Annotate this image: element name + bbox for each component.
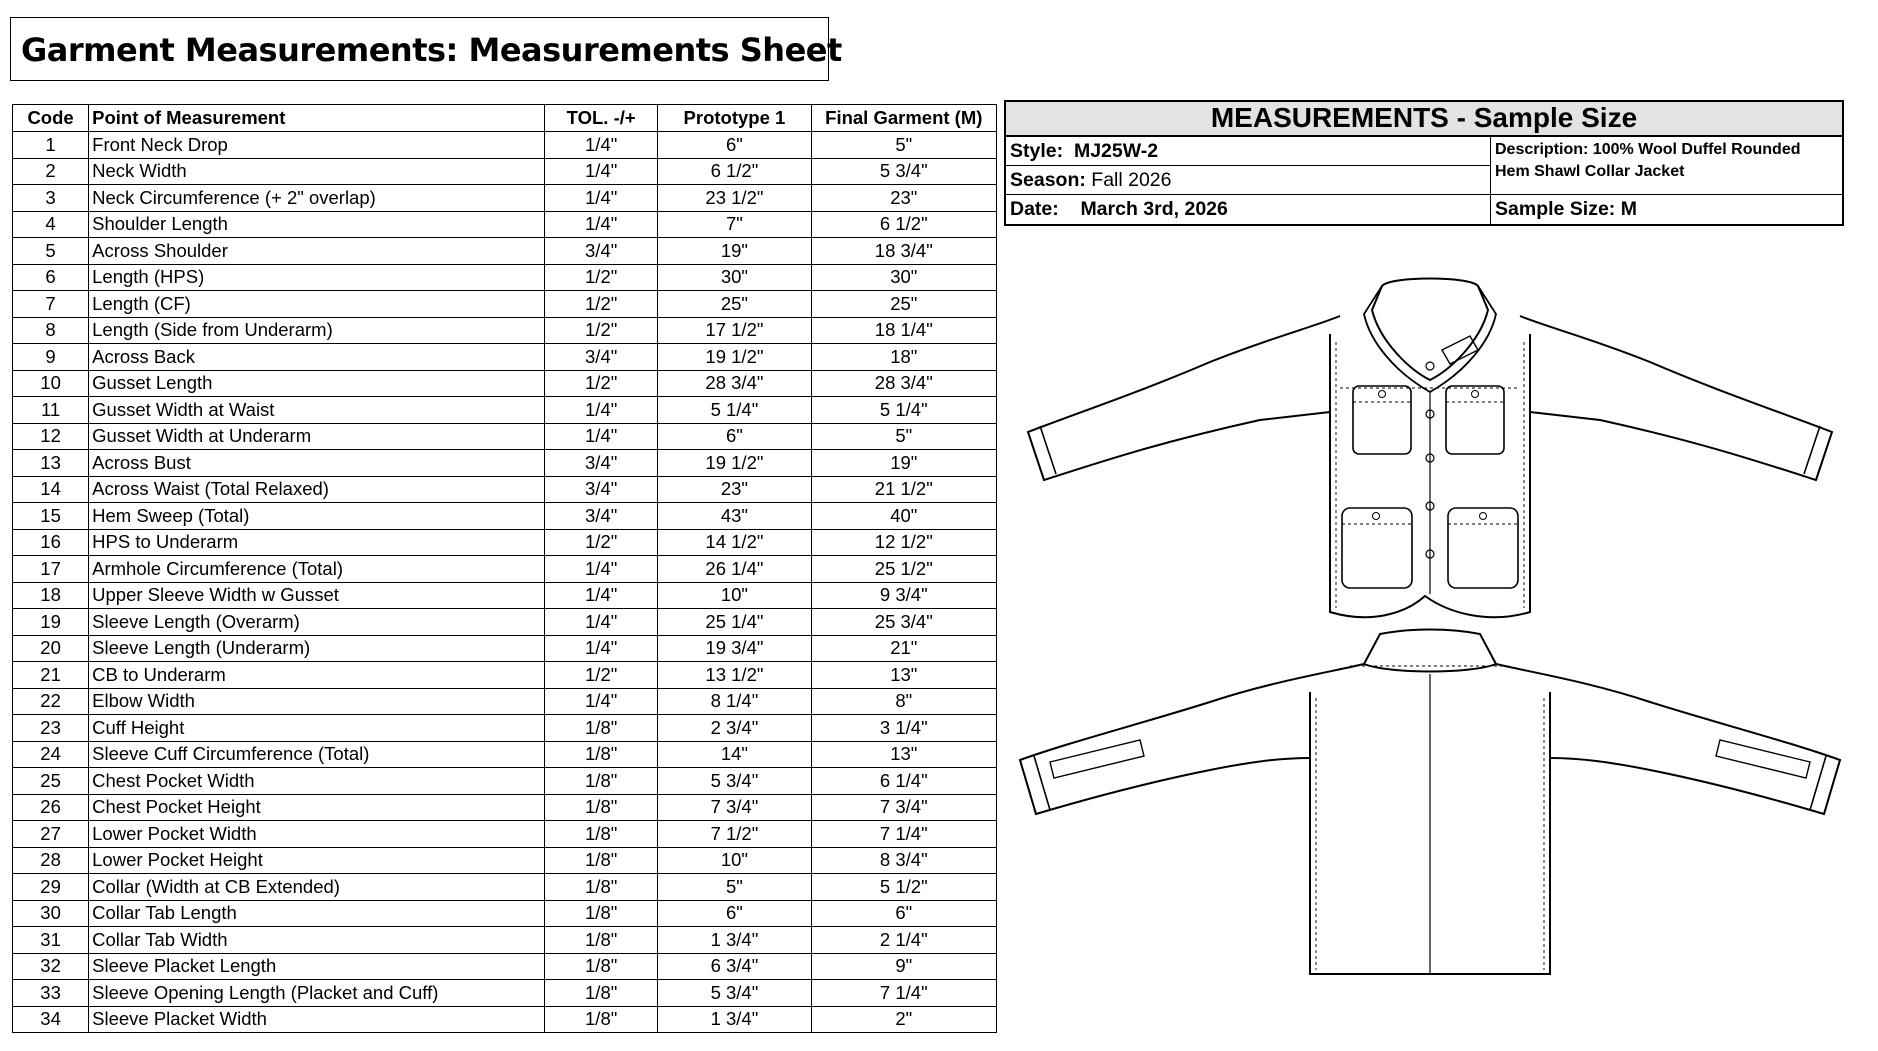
row-code: 7	[13, 291, 89, 318]
row-final-garment: 18"	[811, 344, 996, 371]
table-row	[13, 794, 997, 821]
row-final-garment: 2 1/4"	[811, 927, 996, 954]
row-code: 30	[13, 900, 89, 927]
table-row	[13, 238, 997, 265]
row-prototype-1: 13 1/2"	[658, 662, 811, 689]
row-tolerance: 1/8"	[545, 953, 658, 980]
row-final-garment: 18 1/4"	[811, 317, 996, 344]
sample-size-cell	[1491, 195, 1842, 224]
row-prototype-1: 25"	[658, 291, 811, 318]
row-code: 34	[13, 1006, 89, 1033]
row-prototype-1: 5 3/4"	[658, 768, 811, 795]
row-prototype-1: 1 3/4"	[658, 1006, 811, 1033]
table-row	[13, 132, 997, 159]
row-point-of-measurement: Cuff Height	[89, 715, 545, 742]
row-prototype-1: 19 1/2"	[658, 450, 811, 477]
row-prototype-1: 5"	[658, 874, 811, 901]
row-prototype-1: 7"	[658, 211, 811, 238]
table-header-row	[13, 105, 997, 132]
row-point-of-measurement: Upper Sleeve Width w Gusset	[89, 582, 545, 609]
row-code: 1	[13, 132, 89, 159]
table-row	[13, 609, 997, 636]
row-prototype-1: 7 3/4"	[658, 794, 811, 821]
row-tolerance: 1/8"	[545, 715, 658, 742]
sample-size: Sample Size: M	[1495, 198, 1637, 220]
row-point-of-measurement: Length (CF)	[89, 291, 545, 318]
row-tolerance: 3/4"	[545, 450, 658, 477]
date-value: March 3rd, 2026	[1080, 198, 1228, 220]
row-final-garment: 5 1/4"	[811, 397, 996, 424]
season-cell	[1006, 166, 1491, 195]
jacket-back-flat-sketch	[1020, 630, 1840, 975]
row-code: 31	[13, 927, 89, 954]
row-prototype-1: 26 1/4"	[658, 556, 811, 583]
row-prototype-1: 6"	[658, 900, 811, 927]
row-prototype-1: 8 1/4"	[658, 688, 811, 715]
row-prototype-1: 14"	[658, 741, 811, 768]
row-tolerance: 1/2"	[545, 529, 658, 556]
row-code: 11	[13, 397, 89, 424]
row-tolerance: 1/8"	[545, 847, 658, 874]
row-code: 2	[13, 158, 89, 185]
season-label: Season:	[1010, 169, 1086, 191]
row-final-garment: 6"	[811, 900, 996, 927]
row-prototype-1: 19 3/4"	[658, 635, 811, 662]
table-row	[13, 370, 997, 397]
row-final-garment: 5 3/4"	[811, 158, 996, 185]
row-prototype-1: 17 1/2"	[658, 317, 811, 344]
table-row	[13, 715, 997, 742]
table-row	[13, 476, 997, 503]
row-tolerance: 1/4"	[545, 185, 658, 212]
row-final-garment: 25 3/4"	[811, 609, 996, 636]
row-tolerance: 1/2"	[545, 291, 658, 318]
row-tolerance: 3/4"	[545, 476, 658, 503]
header-tolerance: TOL. -/+	[545, 105, 658, 132]
row-point-of-measurement: Sleeve Placket Width	[89, 1006, 545, 1033]
row-tolerance: 1/8"	[545, 927, 658, 954]
row-tolerance: 1/4"	[545, 635, 658, 662]
row-point-of-measurement: Across Bust	[89, 450, 545, 477]
row-prototype-1: 6 3/4"	[658, 953, 811, 980]
row-final-garment: 9 3/4"	[811, 582, 996, 609]
row-prototype-1: 23 1/2"	[658, 185, 811, 212]
row-point-of-measurement: Chest Pocket Width	[89, 768, 545, 795]
row-code: 29	[13, 874, 89, 901]
row-point-of-measurement: Sleeve Opening Length (Placket and Cuff)	[89, 980, 545, 1007]
row-final-garment: 13"	[811, 741, 996, 768]
sample-info-panel	[1004, 100, 1844, 226]
row-prototype-1: 10"	[658, 847, 811, 874]
table-row	[13, 211, 997, 238]
table-row	[13, 582, 997, 609]
description-cell: Description: 100% Wool Duffel Rounded Hem Shawl Collar Jacket	[1491, 137, 1842, 195]
row-code: 3	[13, 185, 89, 212]
row-final-garment: 6 1/2"	[811, 211, 996, 238]
measurements-table	[12, 104, 997, 1033]
header-final-garment: Final Garment (M)	[811, 105, 996, 132]
table-row	[13, 847, 997, 874]
row-final-garment: 8"	[811, 688, 996, 715]
row-code: 21	[13, 662, 89, 689]
row-code: 26	[13, 794, 89, 821]
row-point-of-measurement: Collar (Width at CB Extended)	[89, 874, 545, 901]
row-final-garment: 25"	[811, 291, 996, 318]
row-tolerance: 1/8"	[545, 768, 658, 795]
table-row	[13, 556, 997, 583]
row-point-of-measurement: Gusset Length	[89, 370, 545, 397]
row-final-garment: 5"	[811, 132, 996, 159]
row-code: 23	[13, 715, 89, 742]
row-point-of-measurement: Length (HPS)	[89, 264, 545, 291]
row-tolerance: 1/4"	[545, 158, 658, 185]
row-final-garment: 21 1/2"	[811, 476, 996, 503]
table-row	[13, 185, 997, 212]
header-point-of-measurement: Point of Measurement	[89, 105, 545, 132]
row-tolerance: 1/8"	[545, 1006, 658, 1033]
row-final-garment: 7 1/4"	[811, 980, 996, 1007]
row-point-of-measurement: Collar Tab Width	[89, 927, 545, 954]
row-point-of-measurement: Sleeve Length (Underarm)	[89, 635, 545, 662]
row-point-of-measurement: Sleeve Length (Overarm)	[89, 609, 545, 636]
table-row	[13, 1006, 997, 1033]
jacket-front-flat-sketch	[1028, 279, 1832, 618]
table-row	[13, 980, 997, 1007]
row-tolerance: 1/4"	[545, 211, 658, 238]
row-point-of-measurement: Collar Tab Length	[89, 900, 545, 927]
table-row	[13, 874, 997, 901]
table-row	[13, 397, 997, 424]
page-title: Garment Measurements: Measurements Sheet	[21, 31, 842, 69]
row-point-of-measurement: Gusset Width at Underarm	[89, 423, 545, 450]
row-final-garment: 3 1/4"	[811, 715, 996, 742]
jacket-illustrations	[1010, 262, 1850, 992]
row-point-of-measurement: Sleeve Cuff Circumference (Total)	[89, 741, 545, 768]
table-body	[13, 132, 997, 1033]
season-value: Fall 2026	[1091, 169, 1172, 191]
row-code: 12	[13, 423, 89, 450]
row-code: 15	[13, 503, 89, 530]
row-code: 4	[13, 211, 89, 238]
table-row	[13, 662, 997, 689]
row-code: 13	[13, 450, 89, 477]
row-final-garment: 28 3/4"	[811, 370, 996, 397]
row-code: 19	[13, 609, 89, 636]
row-prototype-1: 5 3/4"	[658, 980, 811, 1007]
header-code: Code	[13, 105, 89, 132]
row-point-of-measurement: Across Back	[89, 344, 545, 371]
table-row	[13, 900, 997, 927]
table-row	[13, 927, 997, 954]
row-point-of-measurement: Shoulder Length	[89, 211, 545, 238]
row-prototype-1: 43"	[658, 503, 811, 530]
row-prototype-1: 5 1/4"	[658, 397, 811, 424]
row-tolerance: 1/2"	[545, 317, 658, 344]
row-tolerance: 1/2"	[545, 370, 658, 397]
row-point-of-measurement: Elbow Width	[89, 688, 545, 715]
row-final-garment: 8 3/4"	[811, 847, 996, 874]
table-row	[13, 503, 997, 530]
row-point-of-measurement: Front Neck Drop	[89, 132, 545, 159]
row-final-garment: 7 3/4"	[811, 794, 996, 821]
row-prototype-1: 28 3/4"	[658, 370, 811, 397]
table-row	[13, 635, 997, 662]
row-tolerance: 1/2"	[545, 662, 658, 689]
row-tolerance: 1/8"	[545, 794, 658, 821]
row-point-of-measurement: Across Waist (Total Relaxed)	[89, 476, 545, 503]
row-tolerance: 1/4"	[545, 556, 658, 583]
row-final-garment: 19"	[811, 450, 996, 477]
row-tolerance: 3/4"	[545, 344, 658, 371]
table-row	[13, 821, 997, 848]
row-tolerance: 1/4"	[545, 397, 658, 424]
row-final-garment: 13"	[811, 662, 996, 689]
row-code: 6	[13, 264, 89, 291]
row-final-garment: 2"	[811, 1006, 996, 1033]
row-code: 5	[13, 238, 89, 265]
table-row	[13, 450, 997, 477]
row-code: 18	[13, 582, 89, 609]
row-prototype-1: 6"	[658, 423, 811, 450]
row-code: 22	[13, 688, 89, 715]
row-tolerance: 1/8"	[545, 741, 658, 768]
row-code: 14	[13, 476, 89, 503]
row-tolerance: 3/4"	[545, 503, 658, 530]
row-code: 10	[13, 370, 89, 397]
row-code: 32	[13, 953, 89, 980]
row-final-garment: 18 3/4"	[811, 238, 996, 265]
table-row	[13, 291, 997, 318]
row-point-of-measurement: Lower Pocket Width	[89, 821, 545, 848]
row-point-of-measurement: CB to Underarm	[89, 662, 545, 689]
row-code: 25	[13, 768, 89, 795]
style-value: MJ25W-2	[1073, 140, 1159, 162]
row-tolerance: 1/4"	[545, 609, 658, 636]
table-row	[13, 158, 997, 185]
row-point-of-measurement: Neck Width	[89, 158, 545, 185]
row-point-of-measurement: Across Shoulder	[89, 238, 545, 265]
row-prototype-1: 23"	[658, 476, 811, 503]
row-code: 24	[13, 741, 89, 768]
row-tolerance: 1/8"	[545, 900, 658, 927]
row-prototype-1: 14 1/2"	[658, 529, 811, 556]
row-tolerance: 3/4"	[545, 238, 658, 265]
info-heading: MEASUREMENTS - Sample Size	[1006, 102, 1842, 137]
row-final-garment: 30"	[811, 264, 996, 291]
row-code: 8	[13, 317, 89, 344]
row-prototype-1: 1 3/4"	[658, 927, 811, 954]
row-prototype-1: 25 1/4"	[658, 609, 811, 636]
row-final-garment: 21"	[811, 635, 996, 662]
row-final-garment: 9"	[811, 953, 996, 980]
table-row	[13, 344, 997, 371]
row-point-of-measurement: Armhole Circumference (Total)	[89, 556, 545, 583]
row-tolerance: 1/8"	[545, 821, 658, 848]
row-final-garment: 25 1/2"	[811, 556, 996, 583]
row-point-of-measurement: Lower Pocket Height	[89, 847, 545, 874]
row-final-garment: 12 1/2"	[811, 529, 996, 556]
row-final-garment: 6 1/4"	[811, 768, 996, 795]
row-point-of-measurement: Chest Pocket Height	[89, 794, 545, 821]
table-row	[13, 768, 997, 795]
table-row	[13, 423, 997, 450]
row-tolerance: 1/4"	[545, 582, 658, 609]
date-label: Date:	[1010, 198, 1059, 220]
row-final-garment: 5"	[811, 423, 996, 450]
row-code: 33	[13, 980, 89, 1007]
table-row	[13, 688, 997, 715]
row-point-of-measurement: Length (Side from Underarm)	[89, 317, 545, 344]
row-prototype-1: 19"	[658, 238, 811, 265]
row-final-garment: 7 1/4"	[811, 821, 996, 848]
row-code: 27	[13, 821, 89, 848]
row-tolerance: 1/4"	[545, 688, 658, 715]
table-row	[13, 264, 997, 291]
table-row	[13, 317, 997, 344]
row-tolerance: 1/2"	[545, 264, 658, 291]
row-point-of-measurement: Neck Circumference (+ 2" overlap)	[89, 185, 545, 212]
row-prototype-1: 10"	[658, 582, 811, 609]
row-final-garment: 5 1/2"	[811, 874, 996, 901]
header-prototype-1: Prototype 1	[658, 105, 811, 132]
table-row	[13, 529, 997, 556]
row-point-of-measurement: HPS to Underarm	[89, 529, 545, 556]
table-row	[13, 741, 997, 768]
table-row	[13, 953, 997, 980]
row-prototype-1: 2 3/4"	[658, 715, 811, 742]
row-code: 17	[13, 556, 89, 583]
row-prototype-1: 7 1/2"	[658, 821, 811, 848]
row-code: 9	[13, 344, 89, 371]
row-prototype-1: 30"	[658, 264, 811, 291]
row-point-of-measurement: Sleeve Placket Length	[89, 953, 545, 980]
row-code: 20	[13, 635, 89, 662]
row-prototype-1: 19 1/2"	[658, 344, 811, 371]
row-tolerance: 1/4"	[545, 423, 658, 450]
title-box	[10, 17, 842, 81]
row-code: 28	[13, 847, 89, 874]
row-tolerance: 1/8"	[545, 874, 658, 901]
row-prototype-1: 6 1/2"	[658, 158, 811, 185]
row-final-garment: 23"	[811, 185, 996, 212]
row-prototype-1: 6"	[658, 132, 811, 159]
row-tolerance: 1/8"	[545, 980, 658, 1007]
row-code: 16	[13, 529, 89, 556]
row-final-garment: 40"	[811, 503, 996, 530]
date-cell	[1006, 195, 1491, 224]
row-point-of-measurement: Hem Sweep (Total)	[89, 503, 545, 530]
row-tolerance: 1/4"	[545, 132, 658, 159]
row-point-of-measurement: Gusset Width at Waist	[89, 397, 545, 424]
style-cell	[1006, 137, 1491, 166]
style-label: Style:	[1010, 140, 1064, 162]
